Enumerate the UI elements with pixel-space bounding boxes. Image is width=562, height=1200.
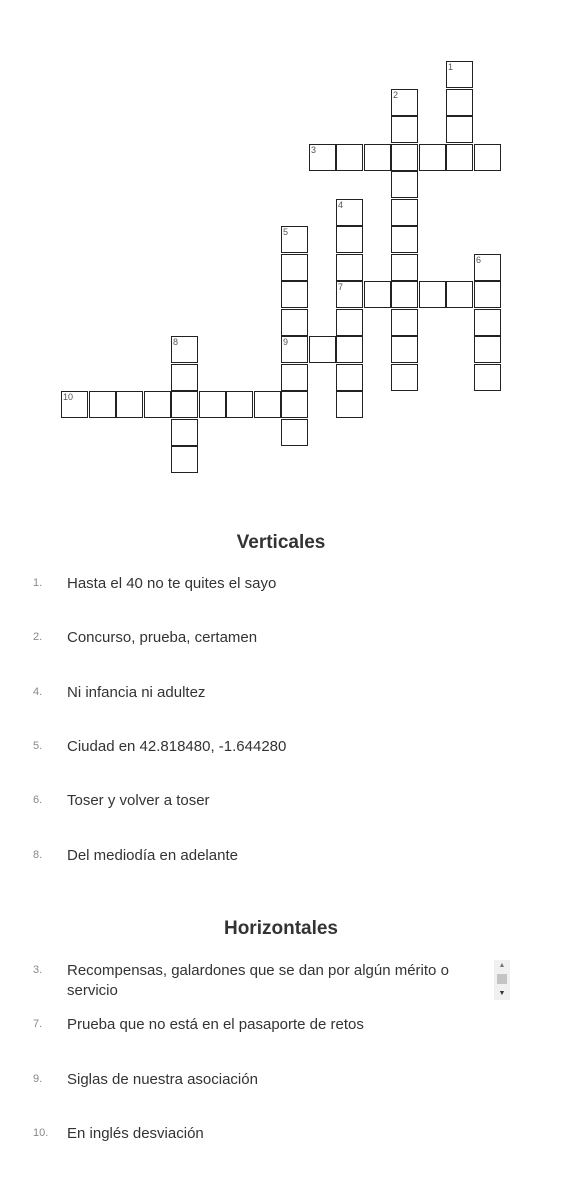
crossword-cell[interactable] — [336, 199, 363, 226]
crossword-cell[interactable] — [446, 116, 473, 143]
crossword-cell[interactable] — [364, 281, 391, 308]
crossword-cell[interactable] — [61, 391, 88, 418]
crossword-cell[interactable] — [419, 281, 446, 308]
crossword-cell[interactable] — [446, 144, 473, 171]
crossword-cell[interactable] — [89, 391, 116, 418]
crossword-cell[interactable] — [391, 309, 418, 336]
crossword-cell[interactable] — [336, 309, 363, 336]
clue-number: 2. — [33, 631, 43, 643]
crossword-cell[interactable] — [391, 336, 418, 363]
crossword-cell[interactable] — [391, 199, 418, 226]
crossword-cell[interactable] — [391, 144, 418, 171]
cell-clue-number: 6 — [476, 255, 482, 265]
clue-text: Ni infancia ni adultez — [67, 684, 206, 701]
crossword-cell[interactable] — [116, 391, 143, 418]
crossword-cell[interactable] — [281, 419, 308, 446]
clue-scrollbar[interactable] — [494, 960, 510, 1000]
crossword-cell[interactable] — [336, 226, 363, 253]
crossword-cell[interactable] — [254, 391, 281, 418]
clue-number: 1. — [33, 577, 43, 589]
crossword-cell[interactable] — [171, 391, 198, 418]
crossword-cell[interactable] — [391, 364, 418, 391]
clue-text: Ciudad en 42.818480, -1.644280 — [67, 738, 287, 755]
clue-text: En inglés desviación — [67, 1125, 204, 1142]
crossword-cell[interactable] — [419, 144, 446, 171]
cell-clue-number: 3 — [311, 145, 317, 155]
clue-text: Del mediodía en adelante — [67, 847, 238, 864]
clue-text: Concurso, prueba, certamen — [67, 629, 258, 646]
clue-number: 9. — [33, 1073, 43, 1085]
clue-number: 3. — [33, 964, 43, 976]
crossword-cell[interactable] — [336, 336, 363, 363]
crossword-cell[interactable] — [391, 89, 418, 116]
crossword-cell[interactable] — [364, 144, 391, 171]
clue-text: Recompensas, galardones que se dan por algún mérito o servicio — [67, 962, 449, 999]
crossword-cell[interactable] — [336, 144, 363, 171]
cell-clue-number: 4 — [338, 200, 344, 210]
verticales-heading: Verticales — [236, 532, 326, 553]
crossword-cell[interactable] — [446, 89, 473, 116]
clue-number: 4. — [33, 686, 43, 698]
horizontales-heading: Horizontales — [223, 918, 339, 939]
crossword-cell[interactable] — [391, 116, 418, 143]
clue-number: 8. — [33, 849, 43, 861]
crossword-cell[interactable] — [474, 309, 501, 336]
crossword-cell[interactable] — [171, 364, 198, 391]
crossword-cell[interactable] — [281, 336, 308, 363]
clue-number: 6. — [33, 794, 43, 806]
crossword-cell[interactable] — [281, 254, 308, 281]
crossword-cell[interactable] — [171, 419, 198, 446]
scroll-thumb[interactable] — [497, 974, 507, 984]
clue-number: 5. — [33, 740, 43, 752]
crossword-cell[interactable] — [199, 391, 226, 418]
crossword-cell[interactable] — [281, 281, 308, 308]
crossword-grid — [0, 0, 562, 500]
crossword-cell[interactable] — [391, 171, 418, 198]
crossword-cell[interactable] — [336, 281, 363, 308]
crossword-cell[interactable] — [474, 281, 501, 308]
cell-clue-number: 8 — [173, 337, 179, 347]
crossword-cell[interactable] — [446, 61, 473, 88]
crossword-cell[interactable] — [281, 226, 308, 253]
cell-clue-number: 5 — [283, 227, 289, 237]
cell-clue-number: 10 — [63, 392, 74, 402]
crossword-cell[interactable] — [474, 364, 501, 391]
crossword-cell[interactable] — [281, 391, 308, 418]
scroll-up-icon[interactable]: ▲ — [498, 962, 506, 969]
crossword-cell[interactable] — [281, 309, 308, 336]
crossword-cell[interactable] — [391, 281, 418, 308]
crossword-cell[interactable] — [309, 144, 336, 171]
crossword-cell[interactable] — [226, 391, 253, 418]
crossword-cell[interactable] — [474, 144, 501, 171]
crossword-cell[interactable] — [144, 391, 171, 418]
clue-number: 10. — [33, 1127, 49, 1139]
crossword-cell[interactable] — [446, 281, 473, 308]
clue-text: Siglas de nuestra asociación — [67, 1071, 258, 1088]
crossword-cell[interactable] — [309, 336, 336, 363]
crossword-cell[interactable] — [336, 254, 363, 281]
clue-text: Prueba que no está en el pasaporte de retos — [67, 1016, 364, 1033]
cell-clue-number: 1 — [448, 62, 454, 72]
crossword-cell[interactable] — [391, 226, 418, 253]
clue-number: 7. — [33, 1018, 43, 1030]
cell-clue-number: 9 — [283, 337, 289, 347]
cell-clue-number: 2 — [393, 90, 399, 100]
scroll-down-icon[interactable]: ▼ — [498, 990, 506, 997]
crossword-cell[interactable] — [474, 254, 501, 281]
cell-clue-number: 7 — [338, 282, 344, 292]
crossword-cell[interactable] — [391, 254, 418, 281]
crossword-cell[interactable] — [336, 364, 363, 391]
clue-text: Toser y volver a toser — [67, 792, 210, 809]
crossword-cell[interactable] — [281, 364, 308, 391]
clue-text: Hasta el 40 no te quites el sayo — [67, 575, 277, 592]
crossword-cell[interactable] — [171, 336, 198, 363]
crossword-cell[interactable] — [474, 336, 501, 363]
crossword-cell[interactable] — [336, 391, 363, 418]
crossword-cell[interactable] — [171, 446, 198, 473]
